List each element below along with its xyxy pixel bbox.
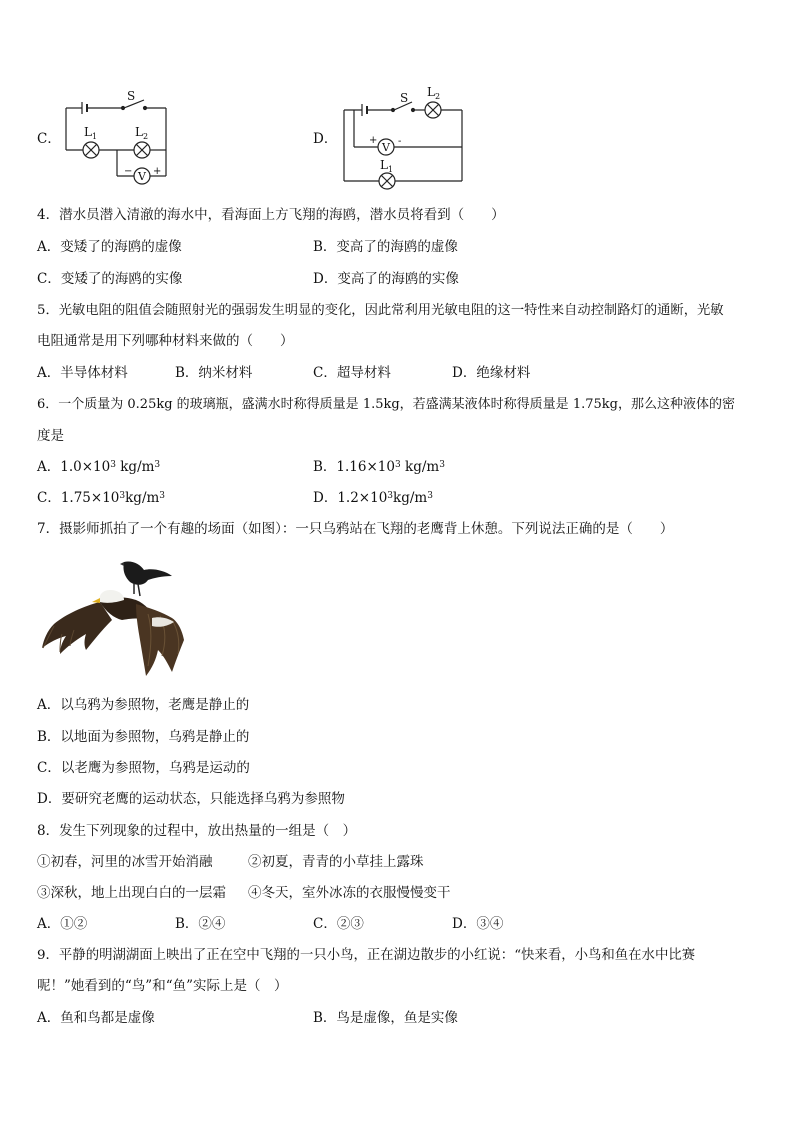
question-9-stem-line1: 9．平静的明湖湖面上映出了正在空中飞翔的一只小鸟，正在湖边散步的小红说：“快来看，小鸟和鱼在水中比赛 bbox=[37, 948, 696, 963]
lamp1-sub-d: 1 bbox=[388, 165, 394, 174]
q5-option-d: D．绝缘材料 bbox=[452, 365, 531, 381]
q6-option-c: C．$1.75\times 10^3kg/m^3$ bbox=[37, 490, 166, 506]
question-6-stem-line1: 6．一个质量为 0.25kg 的玻璃瓶，盛满水时称得质量是 1.5kg，若盛满某液体时称得质量是 1.75kg，那么这种液体的密 bbox=[37, 397, 735, 412]
question-4-stem: 4．潜水员潜入清澈的海水中，看海面上方飞翔的海鸥，潜水员将看到（ ） bbox=[37, 207, 505, 223]
q7-option-d: D．要研究老鹰的运动状态，只能选择乌鸦为参照物 bbox=[37, 791, 345, 807]
switch-label-d: S bbox=[400, 91, 409, 105]
q8-option-d: D．③④ bbox=[452, 916, 504, 932]
option-d-letter: D． bbox=[313, 131, 338, 147]
question-5-stem-line2: 电阻通常是用下列哪种材料来做的（ ） bbox=[37, 333, 294, 349]
lamp2-label-c: L bbox=[135, 125, 143, 139]
q5-option-b: B．纳米材料 bbox=[175, 365, 253, 381]
voltmeter-plus-c: + bbox=[153, 166, 162, 177]
option-c-letter: C． bbox=[37, 131, 61, 147]
question-7-stem: 7．摄影师抓拍了一个有趣的场面（如图）：一只乌鸦站在飞翔的老鹰背上休憩。下列说法正确的是（ ） bbox=[37, 521, 674, 537]
circuit-diagram-d bbox=[336, 80, 471, 192]
voltmeter-label-d: V bbox=[382, 141, 390, 154]
q8-item-3: ③深秋，地上出现白白的一层霜 bbox=[37, 885, 226, 901]
switch-label-c: S bbox=[127, 89, 136, 103]
q4-option-c: C．变矮了的海鸥的实像 bbox=[37, 271, 183, 287]
q4-option-d: D．变高了的海鸥的实像 bbox=[313, 271, 459, 287]
q7-option-a: A．以乌鸦为参照物，老鹰是静止的 bbox=[37, 697, 250, 713]
q6-option-b: B．$1.16\times 10^3$ $kg/m^3$ bbox=[313, 459, 445, 475]
q6-option-d: D．$1.2\times 10^3kg/m^3$ bbox=[313, 490, 433, 506]
q7-option-c: C．以老鹰为参照物，乌鸦是运动的 bbox=[37, 760, 250, 776]
crow-figure bbox=[120, 561, 172, 596]
q8-option-a: A．①② bbox=[37, 916, 88, 932]
q5-option-a: A．半导体材料 bbox=[37, 365, 128, 381]
eagle-figure bbox=[42, 590, 184, 676]
lamp1-label-c: L bbox=[84, 125, 92, 139]
question-8-stem: 8．发生下列现象的过程中，放出热量的一组是（ ） bbox=[37, 823, 357, 839]
q6-option-a: A．$1.0\times 10^3$ $kg/m^3$ bbox=[37, 459, 161, 475]
q8-option-c: C．②③ bbox=[313, 916, 364, 932]
q4-option-b: B．变高了的海鸥的虚像 bbox=[313, 239, 458, 255]
voltmeter-minus-d: - bbox=[398, 136, 402, 147]
q8-option-b: B．②④ bbox=[175, 916, 226, 932]
q4-option-a: A．变矮了的海鸥的虚像 bbox=[37, 239, 182, 255]
q7-option-b: B．以地面为参照物，乌鸦是静止的 bbox=[37, 729, 250, 745]
voltmeter-label-c: V bbox=[138, 170, 146, 183]
question-6-stem-line2: 度是 bbox=[37, 428, 64, 444]
lamp2-sub-c: 2 bbox=[143, 132, 149, 141]
voltmeter-plus-d: + bbox=[369, 135, 378, 146]
lamp1-sub-c: 1 bbox=[92, 132, 98, 141]
question-5-stem-line1: 5．光敏电阻的阻值会随照射光的强弱发生明显的变化，因此常利用光敏电阻的这一特性来自动控制路灯的通断，光敏 bbox=[37, 303, 724, 318]
lamp1-label-d: L bbox=[380, 158, 388, 172]
q9-option-a: A．鱼和鸟都是虚像 bbox=[37, 1010, 155, 1026]
q5-option-c: C．超导材料 bbox=[313, 365, 391, 381]
lamp2-sub-d: 2 bbox=[435, 92, 441, 101]
q8-item-1: ①初春，河里的冰雪开始消融 bbox=[37, 854, 213, 870]
voltmeter-minus-c: − bbox=[124, 166, 133, 177]
q9-option-b: B．鸟是虚像，鱼是实像 bbox=[313, 1010, 458, 1026]
lamp2-label-d: L bbox=[427, 85, 435, 99]
circuit-diagram-c bbox=[60, 86, 180, 192]
eagle-crow-photo bbox=[40, 556, 188, 682]
q8-item-2: ②初夏，青青的小草挂上露珠 bbox=[248, 854, 424, 870]
q8-item-4: ④冬天，室外冰冻的衣服慢慢变干 bbox=[248, 885, 451, 901]
question-9-stem-line2: 呢！”她看到的“鸟”和“鱼”实际上是（ ） bbox=[37, 978, 288, 994]
